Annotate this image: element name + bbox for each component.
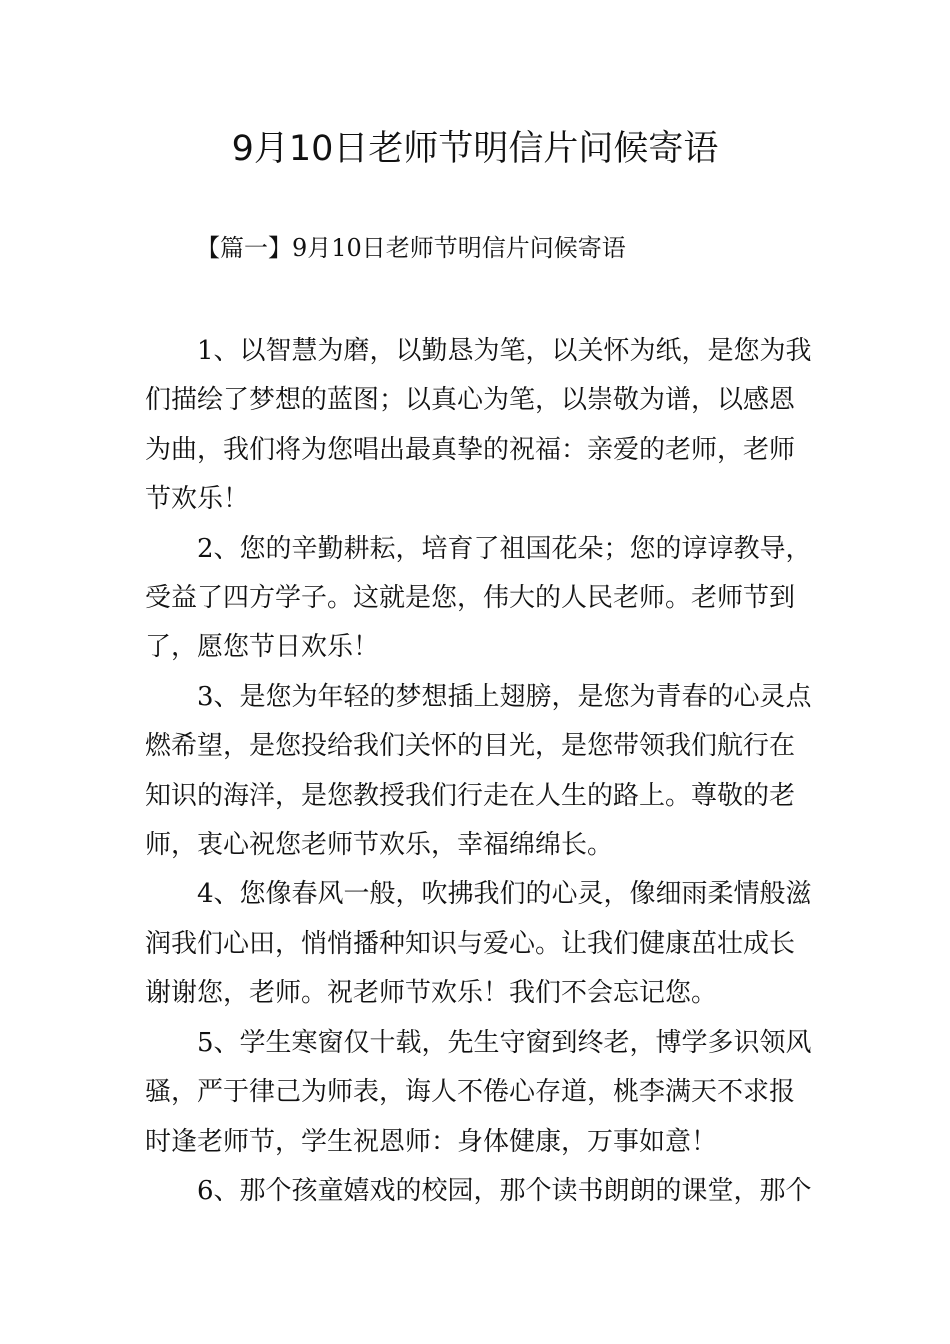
text-line: 骚，严于律己为师表，诲人不倦心存道，桃李满天不求报 xyxy=(145,1077,796,1108)
text-line: 2、您的辛勤耕耘，培育了祖国花朵；您的谆谆教导， xyxy=(197,533,812,564)
text-line: 受益了四方学子。这就是您，伟大的人民老师。老师节到 xyxy=(145,583,796,614)
paragraph-2 xyxy=(145,525,810,673)
text-line: 节欢乐！ xyxy=(145,484,250,515)
text-line: 6、那个孩童嬉戏的校园，那个读书朗朗的课堂，那个 xyxy=(197,1175,812,1206)
text-line: 燃希望，是您投给我们关怀的目光，是您带领我们航行在 xyxy=(145,731,796,762)
text-line: 润我们心田，悄悄播种知识与爱心。让我们健康茁壮成长 xyxy=(145,928,796,959)
text-line: 们描绘了梦想的蓝图；以真心为笔，以崇敬为谱，以感恩 xyxy=(145,385,796,416)
paragraph-5 xyxy=(145,1019,810,1167)
text-line: 了，愿您节日欢乐！ xyxy=(145,632,380,663)
text-line: 谢谢您，老师。祝老师节欢乐！我们不会忘记您。 xyxy=(145,978,718,1009)
text-line: 1、以智慧为磨，以勤恳为笔，以关怀为纸，是您为我 xyxy=(197,336,812,366)
text-line: 3、是您为年轻的梦想插上翅膀，是您为青春的心灵点 xyxy=(197,681,812,712)
paragraph-4 xyxy=(145,870,810,1018)
section-heading: 【篇一】9月10日老师节明信片问候寄语 xyxy=(196,234,626,262)
text-line: 知识的海洋，是您教授我们行走在人生的路上。尊敬的老 xyxy=(145,780,796,811)
paragraph-3 xyxy=(145,673,810,871)
text-line: 为曲，我们将为您唱出最真挚的祝福：亲爱的老师，老师 xyxy=(145,434,796,465)
document-body xyxy=(145,327,810,1216)
document-title: 9月10日老师节明信片问候寄语 xyxy=(231,129,719,169)
text-line: 师，衷心祝您老师节欢乐，幸福绵绵长。 xyxy=(145,830,614,861)
paragraph-6 xyxy=(145,1167,810,1216)
text-line: 5、学生寒窗仅十载，先生守窗到终老，博学多识领风 xyxy=(197,1027,812,1058)
text-line: 时逢老师节，学生祝恩师：身体健康，万事如意！ xyxy=(145,1126,718,1157)
text-line: 4、您像春风一般，吹拂我们的心灵，像细雨柔情般滋 xyxy=(197,879,812,910)
paragraph-1 xyxy=(145,327,810,525)
